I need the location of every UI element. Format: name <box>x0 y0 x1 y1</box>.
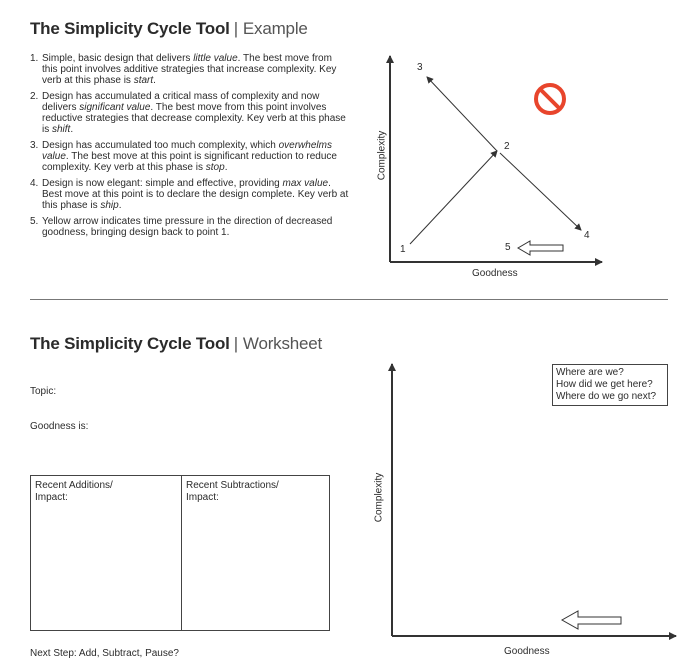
example-y-label: Complexity <box>376 130 388 181</box>
next-step-label: Next Step: Add, Subtract, Pause? <box>30 648 179 659</box>
additions-impact-label: Impact: <box>35 492 68 503</box>
step-text: . <box>224 162 228 173</box>
step-text: Yellow arrow indicates time pressure in the direction of decreased goodness, bringing design back to point 1. <box>42 216 333 238</box>
step-text: . The best move from this point involves reductive strategies that decrease complexity. Key verb at this phase is <box>42 102 346 135</box>
worksheet-x-label: Goodness <box>504 646 550 657</box>
step-text: Design has accumulated too much complexity, which <box>42 140 279 151</box>
arrow-2-to-4 <box>500 153 581 230</box>
step-text: . The best move at this point is significant reduction to reduce complexity. Key verb at this phase is <box>42 151 337 173</box>
changes-table <box>30 475 330 631</box>
step-number: 1. <box>30 53 39 64</box>
goodness-label: Goodness is: <box>30 421 89 432</box>
worksheet-subtitle: Worksheet <box>242 334 323 353</box>
worksheet-title-text: The Simplicity Cycle Tool <box>30 334 230 353</box>
example-title-text: The Simplicity Cycle Tool <box>30 19 230 38</box>
additions-column <box>31 476 181 630</box>
topic-label: Topic: <box>30 386 57 397</box>
title-separator: | <box>233 334 238 353</box>
question-1: Where are we? <box>556 367 624 378</box>
point-label-2: 2 <box>504 141 510 152</box>
arrow-2-to-3 <box>427 77 497 151</box>
step-text: . <box>153 75 156 86</box>
arrow-1-to-2 <box>410 151 497 244</box>
step-text: . Best move at this point is to declare the design complete. Key verb at this phase is <box>42 178 349 211</box>
step-number: 3. <box>30 140 39 151</box>
step-text: . <box>70 124 74 135</box>
point-label-3: 3 <box>417 62 423 73</box>
step-emphasis: overwhelms value <box>42 140 332 162</box>
step-emphasis: significant value <box>79 102 151 113</box>
step-number: 5. <box>30 216 39 227</box>
step-emphasis: ship <box>100 200 119 211</box>
step-emphasis: stop <box>205 162 225 173</box>
subtractions-impact-label: Impact: <box>186 492 219 503</box>
point-label-5: 5 <box>505 242 511 253</box>
prohibited-icon <box>536 85 564 113</box>
step-text: Design is now elegant: simple and effective, providing <box>42 178 283 189</box>
step-emphasis: start <box>133 75 154 86</box>
point-label-4: 4 <box>584 230 590 241</box>
worksheet-title <box>30 334 322 354</box>
step-text: . The best move from this point involves additive strategies that increase complexity. Key verb at this phase is <box>42 53 337 86</box>
example-x-label: Goodness <box>472 268 518 279</box>
subtractions-header: Recent Subtractions/ <box>186 480 279 491</box>
question-2: How did we get here? <box>556 379 653 390</box>
additions-header: Recent Additions/ <box>35 480 113 491</box>
step-emphasis: little value <box>193 53 238 64</box>
example-subtitle: Example <box>242 19 308 38</box>
subtractions-column <box>181 476 331 630</box>
time-pressure-arrow <box>518 241 563 255</box>
question-3: Where do we go next? <box>556 391 657 402</box>
step-emphasis: shift <box>52 124 71 135</box>
step-text: Simple, basic design that delivers <box>42 53 194 64</box>
questions-box <box>552 364 668 406</box>
step-text: . <box>118 200 122 211</box>
worksheet-y-label: Complexity <box>373 472 385 523</box>
step-number: 4. <box>30 178 39 189</box>
point-label-1: 1 <box>400 244 406 255</box>
step-emphasis: max value <box>282 178 329 189</box>
title-separator: | <box>233 19 238 38</box>
step-text: Design has accumulated a critical mass of complexity and now delivers <box>42 91 320 113</box>
step-number: 2. <box>30 91 39 102</box>
worksheet-time-pressure-arrow <box>562 611 621 629</box>
